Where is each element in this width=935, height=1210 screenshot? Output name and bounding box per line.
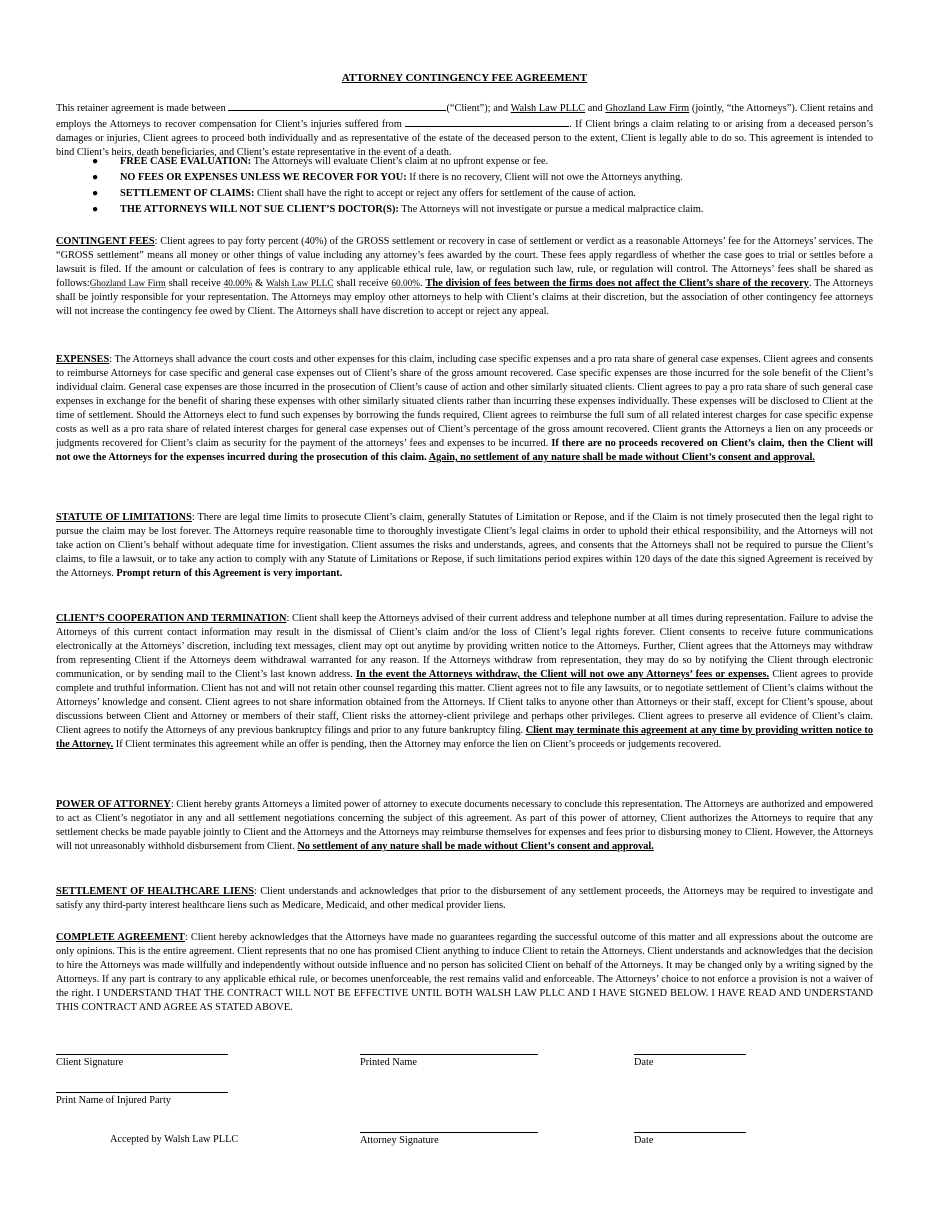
- bullet-icon: ●: [92, 188, 99, 199]
- injury-source-blank[interactable]: [405, 116, 569, 127]
- signature-line: [360, 1132, 538, 1133]
- list-item: ● THE ATTORNEYS WILL NOT SUE CLIENT’S DOCTOR(S): The Attorneys will not investigate or pursue a medical malpractice claim.: [92, 202, 872, 218]
- cooperation-section: CLIENT’S COOPERATION AND TERMINATION: Client shall keep the Attorneys advised of their current address and telephone number at all times during representation. Failure to advise the Attorneys of this current contact information may result in the dismissal of Client’s claim and/or the loss of Client’s legal rights forever. Client consents to receive future communications electronically at the Attorneys’ discretion, including text messages, client may opt out anytime by providing written notice to the Attorneys. Further, Client agrees that the Attorneys may withdraw from representing Client if the Attorneys deem withdrawal warranted for any reason. If the Attorneys withdraw from representation, they may do so by notifying the Client through electronic communication, or by sending mail to the Client’s last known address. In the event the Attorneys withdraw, the Client will not owe any Attorneys’ fees or expenses. Client agrees to provide complete and truthful information. Client has not and will not retain other counsel regarding this matter. Client agrees not to file any lawsuits, or to negotiate settlement of Client’s claims without the Attorneys’ knowledge and consent. Client agrees to not share information obtained from the Attorneys. If Client talks to anyone other than Attorneys or their staff, except for Client’s spouse, about discussions between Client and Attorney or members of their staff, Client risks the attorney-client privilege and perhaps other privileges. Client agrees to preserve all evidence of Client’s claim. Client agrees to notify the Attorneys of any previous bankruptcy filings and prior to any future bankruptcy filing. Client may terminate this agreement at any time by providing written notice to the Attorney. If Client terminates this agreement while an offer is pending, then the Attorney may enforce the lien on Client’s proceeds or judgements recovered.: [56, 613, 873, 750]
- signature-line: [56, 1054, 228, 1055]
- statute-section: STATUTE OF LIMITATIONS: There are legal time limits to prosecute Client’s claim, generally Statutes of Limitation or Repose, and if the Claim is not timely prosecuted then the legal right to pursue the claim may be lost forever. The Attorneys require reasonable time to thoroughly investigate Client’s legal claims in order to uphold their ethical responsibility, and the Attorneys will not take action on Client’s behalf without adequate time for investigation. Client assumes the risks and understands, agrees, and consents that the Attorneys shall not be required to pursue the Client’s claims, to file a lawsuit, or to take any action to comply with any Statute of Limitations or Repose, if such limitations period expires within 120 days of the date this signed Agreement is received by the Attorneys. Prompt return of this Agreement is very important.: [56, 512, 873, 579]
- firm-walsh: Walsh Law PLLC: [510, 103, 586, 114]
- injured-party-name-field[interactable]: Print Name of Injured Party: [56, 1092, 228, 1106]
- client-signature-field[interactable]: Client Signature: [56, 1054, 228, 1068]
- expenses-section: EXPENSES: The Attorneys shall advance the court costs and other expenses for this claim, including case specific expenses and a pro rata share of general case expenses. Client agrees and consents to reimburse Attorneys for case specific and general case expenses out of Client’s share of the gross amount recovered. Case specific expenses are those incurred for the sole benefit of the Client’s individual claim. General case expenses are those incurred in the prosecution of Client’s cause of action and other similarly situated clients. Client agrees to pay a pro rata share of such general case expenses in exchange for the benefit of sharing these expenses with other similarly situated clients rather than incurring these expenses individually. These expenses will be disclosed to Client at the time of settlement. Should the Attorneys elect to fund such expenses by borrowing the funds required, Client agrees to reimburse the full sum of all related interest charges for case specific expense costs as well as a pro rata share of related interest charges for general case expenses out of Client’s percentage of the gross amount recovered. Client grants the Attorneys a lien on any proceeds or judgments recovered for Client’s claim as security for the payment of the attorneys’ fees and expenses to be incurred. If there are no proceeds recovered on Client’s claim, then the Client will not owe the Attorneys for the expenses incurred during the prosecution of this claim. Again, no settlement of any nature shall be made without Client’s consent and approval.: [56, 354, 874, 463]
- section-heading: COMPLETE AGREEMENT: [56, 932, 185, 943]
- list-item: ● FREE CASE EVALUATION: The Attorneys will evaluate Client’s claim at no upfront expense or fee.: [92, 154, 872, 170]
- signature-line: [634, 1132, 746, 1133]
- healthcare-liens-section: SETTLEMENT OF HEALTHCARE LIENS: Client understands and acknowledges that prior to the disbursement of any settlement proceeds, the Attorneys may be required to investigate and satisfy any third-party interest healthcare liens such as Medicare, Medicaid, and other medical provider liens.: [56, 886, 873, 911]
- firm-ghozland: Ghozland Law Firm: [605, 103, 690, 114]
- section-heading: STATUTE OF LIMITATIONS: [56, 512, 192, 523]
- list-item: ● NO FEES OR EXPENSES UNLESS WE RECOVER FOR YOU: If there is no recovery, Client will not owe the Attorneys anything.: [92, 170, 872, 186]
- signature-line: [56, 1092, 228, 1093]
- section-heading: CONTINGENT FEES: [56, 236, 155, 247]
- bullet-icon: ●: [92, 156, 99, 167]
- complete-agreement-section: COMPLETE AGREEMENT: Client hereby acknowledges that the Attorneys have made no guarantees regarding the successful outcome of this matter and all expressions about the outcome are only opinions. This is the entire agreement. Client represents that no one has promised Client anything to induce Client to retain the Attorneys. Client understands and acknowledges that the decision to hire the Attorneys was made willfully and independently without outside influence and no person has solicited Client on behalf of the Attorneys. It may be changed only by a writing signed by the Attorneys. If any part is contrary to any applicable ethical rule, or becomes unenforceable, the rest remains valid and enforceable. The Attorneys’ choice to not enforce a provision is not a waiver of the right. I UNDERSTAND THAT THE CONTRACT WILL NOT BE EFFECTIVE UNTIL BOTH WALSH LAW PLLC AND I HAVE SIGNED BELOW. I HAVE READ AND UNDERSTAND THIS CONTRACT AND AGREE AS STATED ABOVE.: [56, 932, 873, 1013]
- attorney-signature-field[interactable]: Attorney Signature: [360, 1132, 538, 1146]
- signature-line: [360, 1054, 538, 1055]
- section-heading: EXPENSES: [56, 354, 110, 365]
- bullet-icon: ●: [92, 172, 99, 183]
- section-heading: POWER OF ATTORNEY: [56, 799, 171, 810]
- fee-share-b: 60.00%: [391, 279, 421, 289]
- accepted-by-label: Accepted by Walsh Law PLLC: [110, 1134, 239, 1145]
- benefits-list: [92, 154, 872, 218]
- signature-line: [634, 1054, 746, 1055]
- date-field-2[interactable]: Date: [634, 1132, 746, 1146]
- list-item: ● SETTLEMENT OF CLAIMS: Client shall have the right to accept or reject any offers for settlement of the cause of action.: [92, 186, 872, 202]
- document-title: ATTORNEY CONTINGENCY FEE AGREEMENT: [341, 72, 588, 84]
- bullet-icon: ●: [92, 204, 99, 215]
- date-field-1[interactable]: Date: [634, 1054, 746, 1068]
- client-name-blank[interactable]: [228, 100, 446, 111]
- fee-share-a: 40.00%: [223, 279, 253, 289]
- intro-paragraph: This retainer agreement is made between (“Client”); and Walsh Law PLLC and Ghozland Law Firm (jointly, “the Attorneys”). Client retains and employs the Attorneys to recover compensation for Client’s injuries suffered from . If Client brings a claim relating to or arising from a deceased person’s damages or injuries, Client agrees to proceed both individually and as representative of the estate of the deceased person to the extent, Client is legally able to do so. This agreement is intended to bind Client’s heirs, death beneficiaries, and Client’s estate representative in the event of a death.: [56, 100, 873, 160]
- section-heading: CLIENT’S COOPERATION AND TERMINATION: [56, 613, 287, 624]
- printed-name-field[interactable]: Printed Name: [360, 1054, 538, 1068]
- contingent-fees-section: CONTINGENT FEES: Client agrees to pay forty percent (40%) of the GROSS settlement or recovery in case of settlement or verdict as a reasonable Attorneys’ fee for the Attorneys’ services. The “GROSS settlement” means all money or other things of value including any attorney’s fees awarded by the court. These fees apply regardless of whether the case goes to trial or settles before a lawsuit is filed. If the amount or calculation of fees is contrary to any applicable ethical rule, law, or regulation such law, rule, or regulation will control. The Attorneys’ fees shall be shared as follows:Ghozland Law Firm shall receive 40.00% & Walsh Law PLLC shall receive 60.00%. The division of fees between the firms does not affect the Client’s share of the recovery. The Attorneys shall be jointly responsible for your representation. The Attorneys may employ other attorneys to help with Client’s claims at their discretion, but the association of other contingency fee attorneys will not increase the contingency fee owed by Client. The Attorneys shall have discretion to accept or reject any appeal.: [56, 236, 874, 317]
- power-of-attorney-section: POWER OF ATTORNEY: Client hereby grants Attorneys a limited power of attorney to execute documents necessary to conclude this representation. The Attorneys are authorized and empowered to act as Client’s negotiator in any and all settlement negotiations concerning the subject of this agreement. As part of this power of attorney, Client authorizes the Attorneys to require that any settlement checks be made payable jointly to Client and the Attorneys and the Attorneys may reimburse themselves for expenses and fees prior to disbursing money to Client. However, the Attorneys will not unreasonably withhold disbursement from Client. No settlement of any nature shall be made without Client’s consent and approval.: [56, 799, 874, 852]
- section-heading: SETTLEMENT OF HEALTHCARE LIENS: [56, 886, 255, 897]
